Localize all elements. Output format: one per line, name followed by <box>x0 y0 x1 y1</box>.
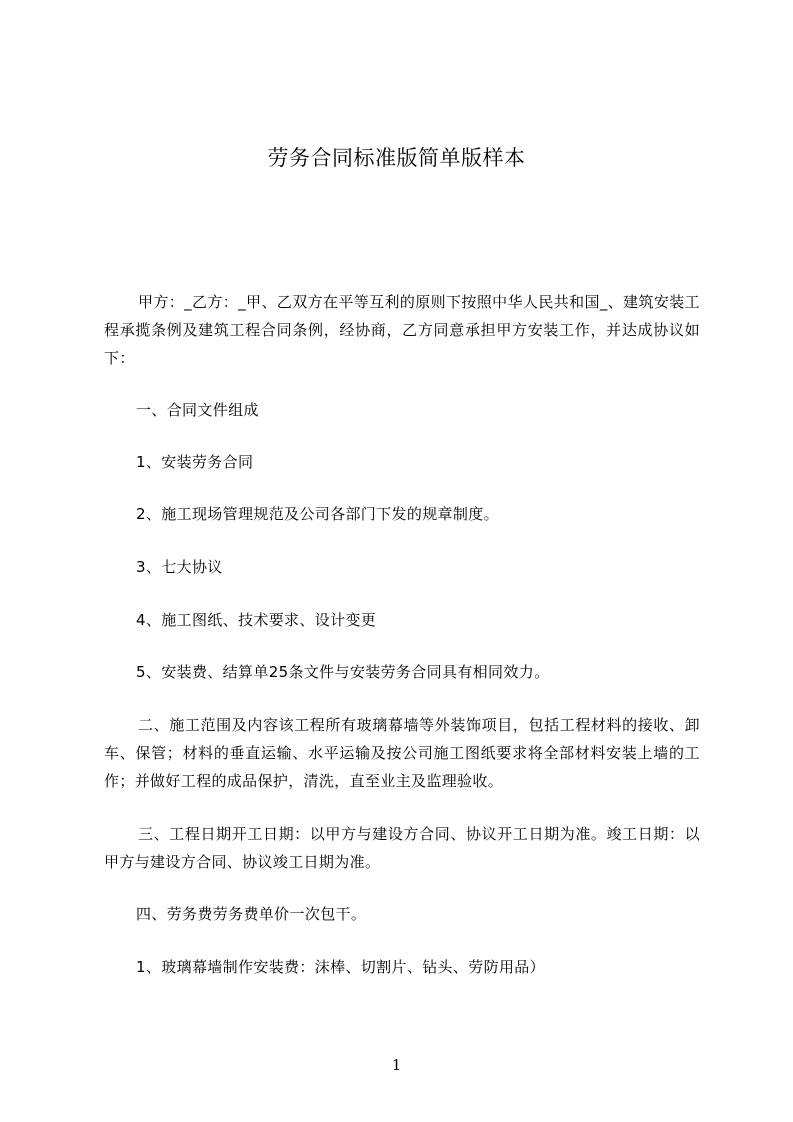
section-1-item: 3、七大协议 <box>136 558 223 576</box>
section-1-item: 1、安装劳务合同 <box>136 453 254 471</box>
section-1-item: 4、施工图纸、技术要求、设计变更 <box>136 611 377 629</box>
intro-paragraph: 甲方：_乙方：_甲、乙双方在平等互利的原则下按照中华人民共和国_、建筑安装工程承揽条例及建筑工程合同条例，经协商，乙方同意承担甲方安装工作，并达成协议如下： <box>104 293 700 367</box>
section-1-item: 5、安装费、结算单25条文件与安装劳务合同具有相同效力。 <box>136 663 550 681</box>
section-1-heading: 一、合同文件组成 <box>136 401 259 419</box>
section-1-item: 2、施工现场管理规范及公司各部门下发的规章制度。 <box>136 505 499 523</box>
page-number: 1 <box>391 1056 402 1074</box>
section-4-heading: 四、劳务费劳务费单价一次包干。 <box>136 905 367 923</box>
section-2-paragraph: 二、施工范围及内容该工程所有玻璃幕墙等外装饰项目，包括工程材料的接收、卸车、保管；材料的垂直运输、水平运输及按公司施工图纸要求将全部材料安装上墙的工作；并做好工程的成品保护，清洗，直至业主及监理验收。 <box>104 716 700 790</box>
document-title: 劳务合同标准版简单版样本 <box>267 146 526 170</box>
section-4-item: 1、玻璃幕墙制作安装费：沫棒、切割片、钻头、劳防用品） <box>136 958 545 976</box>
section-3-paragraph: 三、工程日期开工日期：以甲方与建设方合同、协议开工日期为准。竣工日期：以甲方与建设方合同、协议竣工日期为准。 <box>104 825 700 871</box>
